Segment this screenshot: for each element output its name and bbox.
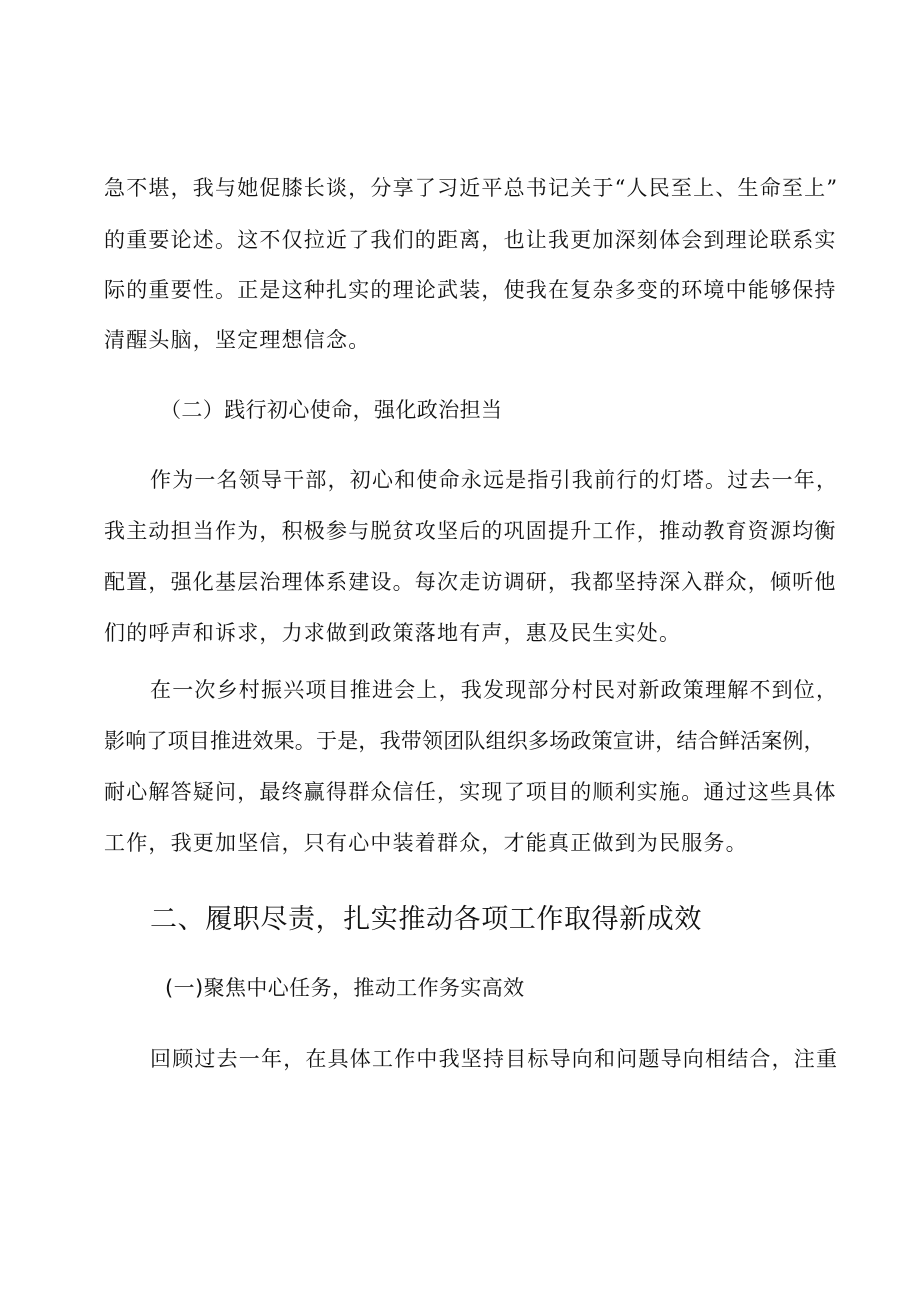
paragraph-line: 作为一名领导干部，初心和使命永远是指引我前行的灯塔。过去一年， (150, 468, 839, 492)
subheading-central-task: (一)聚焦中心任务，推动工作务实高效 (165, 976, 525, 1000)
paragraph-line: 我主动担当作为，积极参与脱贫攻坚后的巩固提升工作，推动教育资源均衡 (104, 519, 837, 543)
paragraph-line: 的重要论述。这不仅拉近了我们的距离，也让我更加深刻体会到理论联系实 (104, 228, 837, 252)
paragraph-line: 在一次乡村振兴项目推进会上，我发现部分村民对新政策理解不到位， (150, 678, 839, 702)
paragraph-line: 急不堪，我与她促膝长谈，分享了习近平总书记关于“人民至上、生命至上” (104, 176, 839, 200)
paragraph-line: 影响了项目推进效果。于是，我带领团队组织多场政策宣讲，结合鲜活案例， (104, 729, 825, 753)
paragraph-line: 们的呼声和诉求，力求做到政策落地有声，惠及民生实处。 (104, 621, 682, 645)
section-heading: 二、履职尽责，扎实推动各项工作取得新成效 (150, 904, 702, 935)
paragraph-line: 配置，强化基层治理体系建设。每次走访调研，我都坚持深入群众，倾听他 (104, 570, 837, 594)
subheading-mission: （二）践行初心使命，强化政治担当 (160, 398, 503, 422)
paragraph-line: 际的重要性。正是这种扎实的理论武装，使我在复杂多变的环境中能够保持 (104, 278, 837, 302)
paragraph-line: 回顾过去一年，在具体工作中我坚持目标导向和问题导向相结合，注重 (150, 1047, 839, 1071)
paragraph-line: 工作，我更加坚信，只有心中装着群众，才能真正做到为民服务。 (104, 831, 748, 855)
paragraph-line: 耐心解答疑问，最终赢得群众信任，实现了项目的顺利实施。通过这些具体 (104, 780, 837, 804)
paragraph-line: 清醒头脑，坚定理想信念。 (104, 328, 371, 352)
